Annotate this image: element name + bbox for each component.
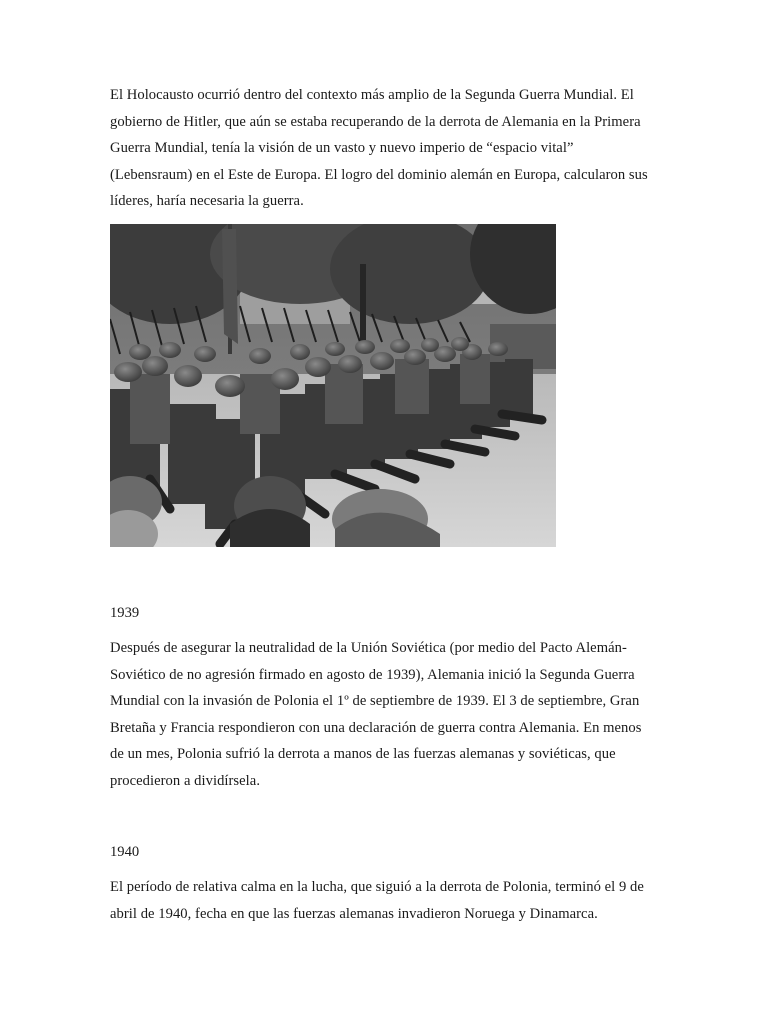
year-heading-1939: 1939 bbox=[110, 605, 140, 621]
paragraph-1940: El período de relativa calma en la lucha, que siguió a la derrota de Polonia, terminó el 9 de abril de 1940, fecha en que las fuerzas alemanas invadieron Noruega y Dinamarca. bbox=[110, 879, 644, 922]
photo-illustration bbox=[110, 224, 556, 547]
marching-soldiers-photo bbox=[110, 224, 556, 547]
paragraph-1939: Después de asegurar la neutralidad de la Unión Soviética (por medio del Pacto Alemán-Soviético de no agresión firmado en agosto de 1939), Alemania inició la Segunda Guerra Mundial con la invasión de Polonia el 1º de septiembre de 1939. El 3 de septiembre, Gran Bretaña y Francia respondieron con una declaración de guerra contra Alemania. En menos de un mes, Polonia sufrió la derrota a manos de las fuerzas alemanas y soviéticas, que procedieron a dividírsela. bbox=[110, 640, 642, 789]
intro-paragraph: El Holocausto ocurrió dentro del contexto más amplio de la Segunda Guerra Mundial. El gobierno de Hitler, que aún se estaba recuperando de la derrota de Alemania en la Primera Guerra Mundial, tenía la visión de un vasto y nuevo imperio de “espacio vital” (Lebensraum) en el Este de Europa. El logro del dominio alemán en Europa, calcularon sus líderes, haría necesaria la guerra. bbox=[110, 87, 648, 209]
year-heading-1940: 1940 bbox=[110, 844, 140, 860]
